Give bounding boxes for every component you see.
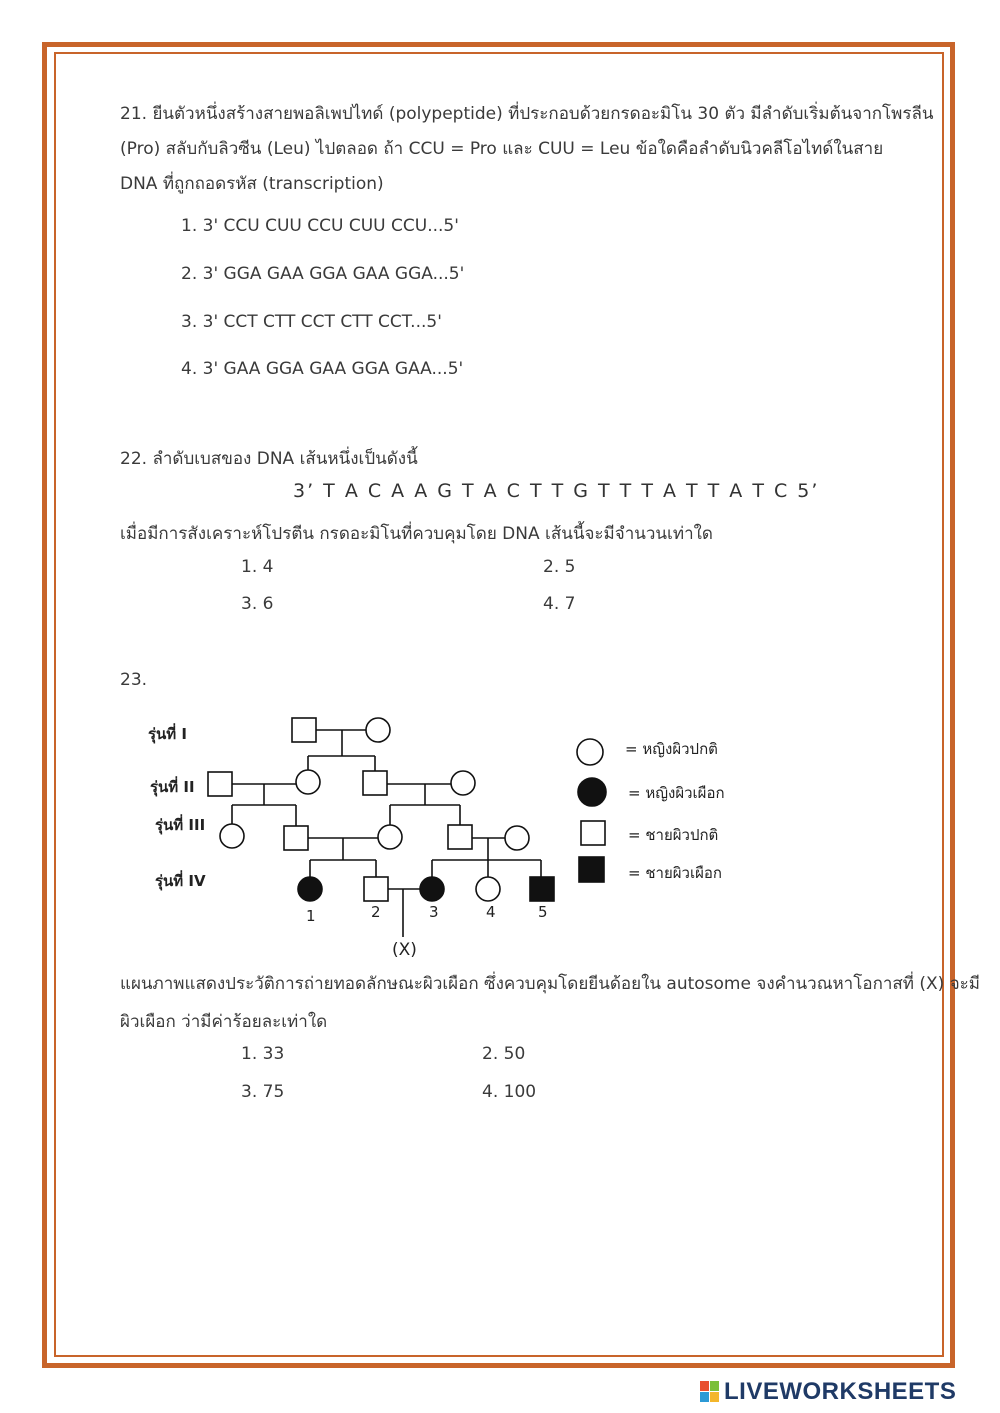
q23-option-1[interactable]: 1. 33 — [241, 1044, 285, 1064]
gen4-2-male-normal — [364, 877, 388, 901]
q21-option-2[interactable]: 2. 3' GGA GAA GGA GAA GGA...5' — [181, 264, 465, 284]
legend-normal-male: = ชายผิวปกติ — [628, 826, 719, 844]
q22-text-line1: 22. ลำดับเบสของ DNA เส้นหนึ่งเป็นดังนี้ — [120, 449, 418, 469]
q23-option-4[interactable]: 4. 100 — [482, 1082, 537, 1102]
gen4-1-female-albino — [298, 877, 322, 901]
gen2-female-daughter — [296, 770, 320, 794]
q21-text-line1: 21. ยีนตัวหนึ่งสร้างสายพอลิเพปไทด์ (polypeptide) ที่ประกอบด้วยกรดอะมิโน 30 ตัว มีลำดับเริ่มต้นจากโพรลีน — [120, 104, 934, 124]
gen4-number-3: 3 — [429, 903, 439, 921]
gen4-4-female-normal — [476, 877, 500, 901]
legend-normal-male-icon — [581, 821, 605, 845]
gen1-female-normal — [366, 718, 390, 742]
q21-option-1[interactable]: 1. 3' CCU CUU CCU CUU CCU...5' — [181, 216, 459, 236]
q21-option-4[interactable]: 4. 3' GAA GGA GAA GGA GAA...5' — [181, 359, 464, 379]
generation-label-1: รุ่นที่ I — [148, 725, 188, 743]
liveworksheets-brand[interactable]: LIVEWORKSHEETS — [724, 1378, 957, 1405]
legend-albino-female: = หญิงผิวเผือก — [628, 784, 725, 802]
gen4-number-4: 4 — [486, 903, 496, 921]
legend-normal-female: = หญิงผิวปกติ — [625, 740, 718, 758]
gen3-female-e — [505, 826, 529, 850]
q23-text-line2: ผิวเผือก ว่ามีค่าร้อยละเท่าใด — [120, 1012, 328, 1032]
gen4-number-5: 5 — [538, 903, 548, 921]
generation-label-3: รุ่นที่ III — [155, 816, 206, 834]
gen2-male-spouse — [208, 772, 232, 796]
legend-albino-male-icon — [579, 857, 604, 882]
q22-option-4[interactable]: 4. 7 — [543, 594, 576, 614]
q22-option-3[interactable]: 3. 6 — [241, 594, 274, 614]
gen1-male-normal — [292, 718, 316, 742]
gen4-5-male-albino — [530, 877, 554, 901]
q21-text-line2: (Pro) สลับกับลิวซีน (Leu) ไปตลอด ถ้า CCU = Pro และ CUU = Leu ข้อใดคือลำดับนิวคลีโอไทด์ในสาย — [120, 139, 884, 159]
gen4-number-2: 2 — [371, 903, 381, 921]
gen3-female-a — [220, 824, 244, 848]
q21-text-line3: DNA ที่ถูกถอดรหัส (transcription) — [120, 174, 384, 194]
q23-number: 23. — [120, 670, 148, 690]
gen4-number-1: 1 — [306, 907, 316, 925]
legend-normal-female-icon — [577, 739, 603, 765]
legend-albino-female-icon — [578, 778, 606, 806]
q23-option-3[interactable]: 3. 75 — [241, 1082, 285, 1102]
q23-text-line1: แผนภาพแสดงประวัติการถ่ายทอดลักษณะผิวเผือก ซึ่งควบคุมโดยยีนด้อยใน autosome จงคำนวณหาโอกาสที่ (X) จะมี — [120, 974, 981, 994]
q22-text-line2: เมื่อมีการสังเคราะห์โปรตีน กรดอะมิโนที่ควบคุมโดย DNA เส้นนี้จะมีจำนวนเท่าใด — [120, 524, 713, 544]
gen3-male-d — [448, 825, 472, 849]
gen4-3-female-albino — [420, 877, 444, 901]
q23-option-2[interactable]: 2. 50 — [482, 1044, 526, 1064]
q22-option-1[interactable]: 1. 4 — [241, 557, 274, 577]
unknown-x-label: (X) — [392, 940, 417, 960]
liveworksheets-logo-icon — [700, 1381, 720, 1403]
gen3-female-c — [378, 825, 402, 849]
dna-sequence: 3’ T A C A A G T A C T T G T T T A T T A T C 5’ — [293, 480, 820, 502]
gen2-female-spouse — [451, 771, 475, 795]
q21-option-3[interactable]: 3. 3' CCT CTT CCT CTT CCT...5' — [181, 312, 442, 332]
generation-label-4: รุ่นที่ IV — [155, 872, 206, 890]
legend-albino-male: = ชายผิวเผือก — [628, 864, 722, 882]
generation-label-2: รุ่นที่ II — [150, 778, 195, 796]
gen3-male-b — [284, 826, 308, 850]
gen2-male-son — [363, 771, 387, 795]
q22-option-2[interactable]: 2. 5 — [543, 557, 576, 577]
